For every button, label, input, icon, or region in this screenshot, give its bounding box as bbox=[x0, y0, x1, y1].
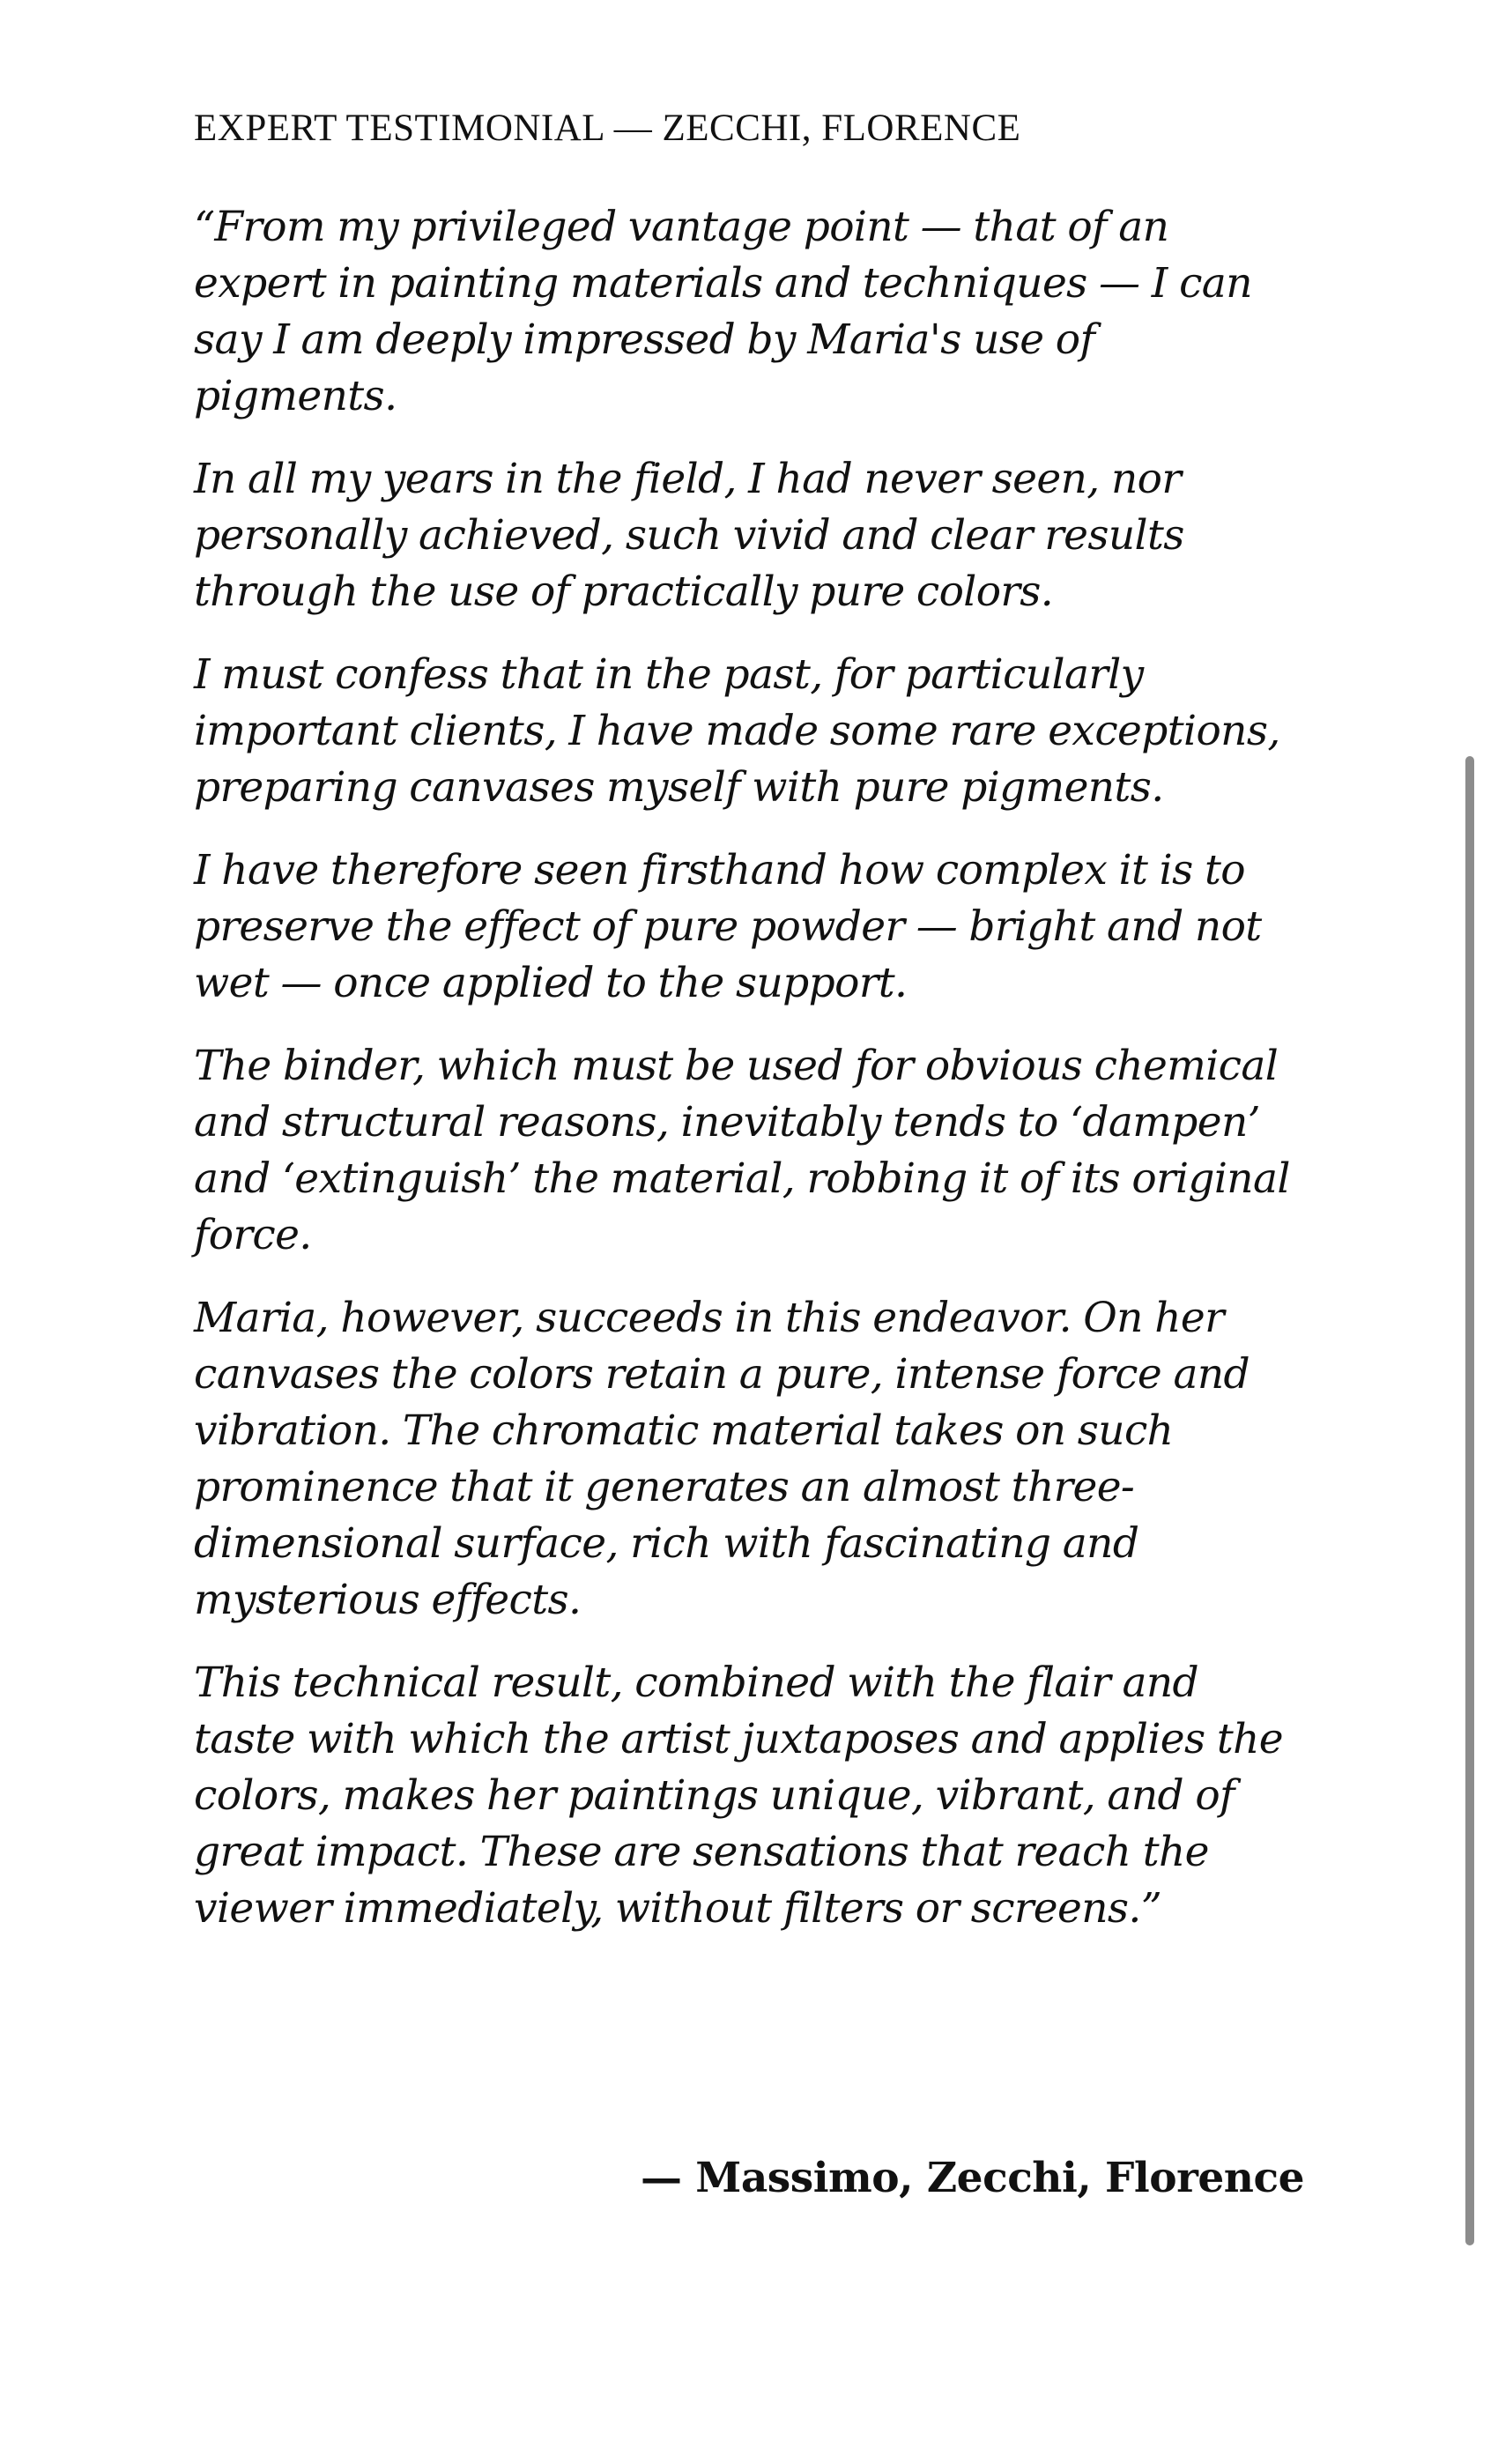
section-heading: EXPERT TESTIMONIAL — ZECCHI, FLORENCE bbox=[194, 108, 1021, 149]
testimonial-signature: — Massimo, Zecchi, Florence bbox=[640, 2154, 1304, 2202]
testimonial-quote bbox=[194, 199, 1304, 1963]
quote-paragraph: Maria, however, succeeds in this endeavor. On her canvases the colors retain a pure, intense force and vibration. The chromatic material takes on such prominence that it generates an almost three-dimensional surface, rich with fascinating and mysterious effects. bbox=[194, 1294, 1250, 1624]
quote-paragraph: “From my privileged vantage point — that of an expert in painting materials and techniques — I can say I am deeply impressed by Maria's use of pigments. bbox=[194, 203, 1252, 420]
vertical-scrollbar[interactable] bbox=[1465, 756, 1474, 2245]
quote-paragraph: The binder, which must be used for obvious chemical and structural reasons, inevitably tends to ‘dampen’ and ‘extinguish’ the material, robbing it of its original force. bbox=[194, 1042, 1290, 1259]
quote-paragraph: This technical result, combined with the flair and taste with which the artist juxtaposes and applies the colors, makes her paintings unique, vibrant, and of great impact. These are sensations that reach the viewer immediately, without filters or screens.” bbox=[194, 1659, 1284, 1933]
quote-paragraph: I must confess that in the past, for particularly important clients, I have made some rare exceptions, preparing canvases myself with pure pigments. bbox=[194, 650, 1280, 812]
quote-paragraph: In all my years in the field, I had never seen, nor personally achieved, such vivid and clear results through the use of practically pure colors. bbox=[194, 455, 1184, 616]
quote-paragraph: I have therefore seen firsthand how complex it is to preserve the effect of pure powder — bright and not wet — once applied to the support. bbox=[194, 846, 1262, 1007]
scrollbar-thumb[interactable] bbox=[1465, 756, 1474, 2245]
